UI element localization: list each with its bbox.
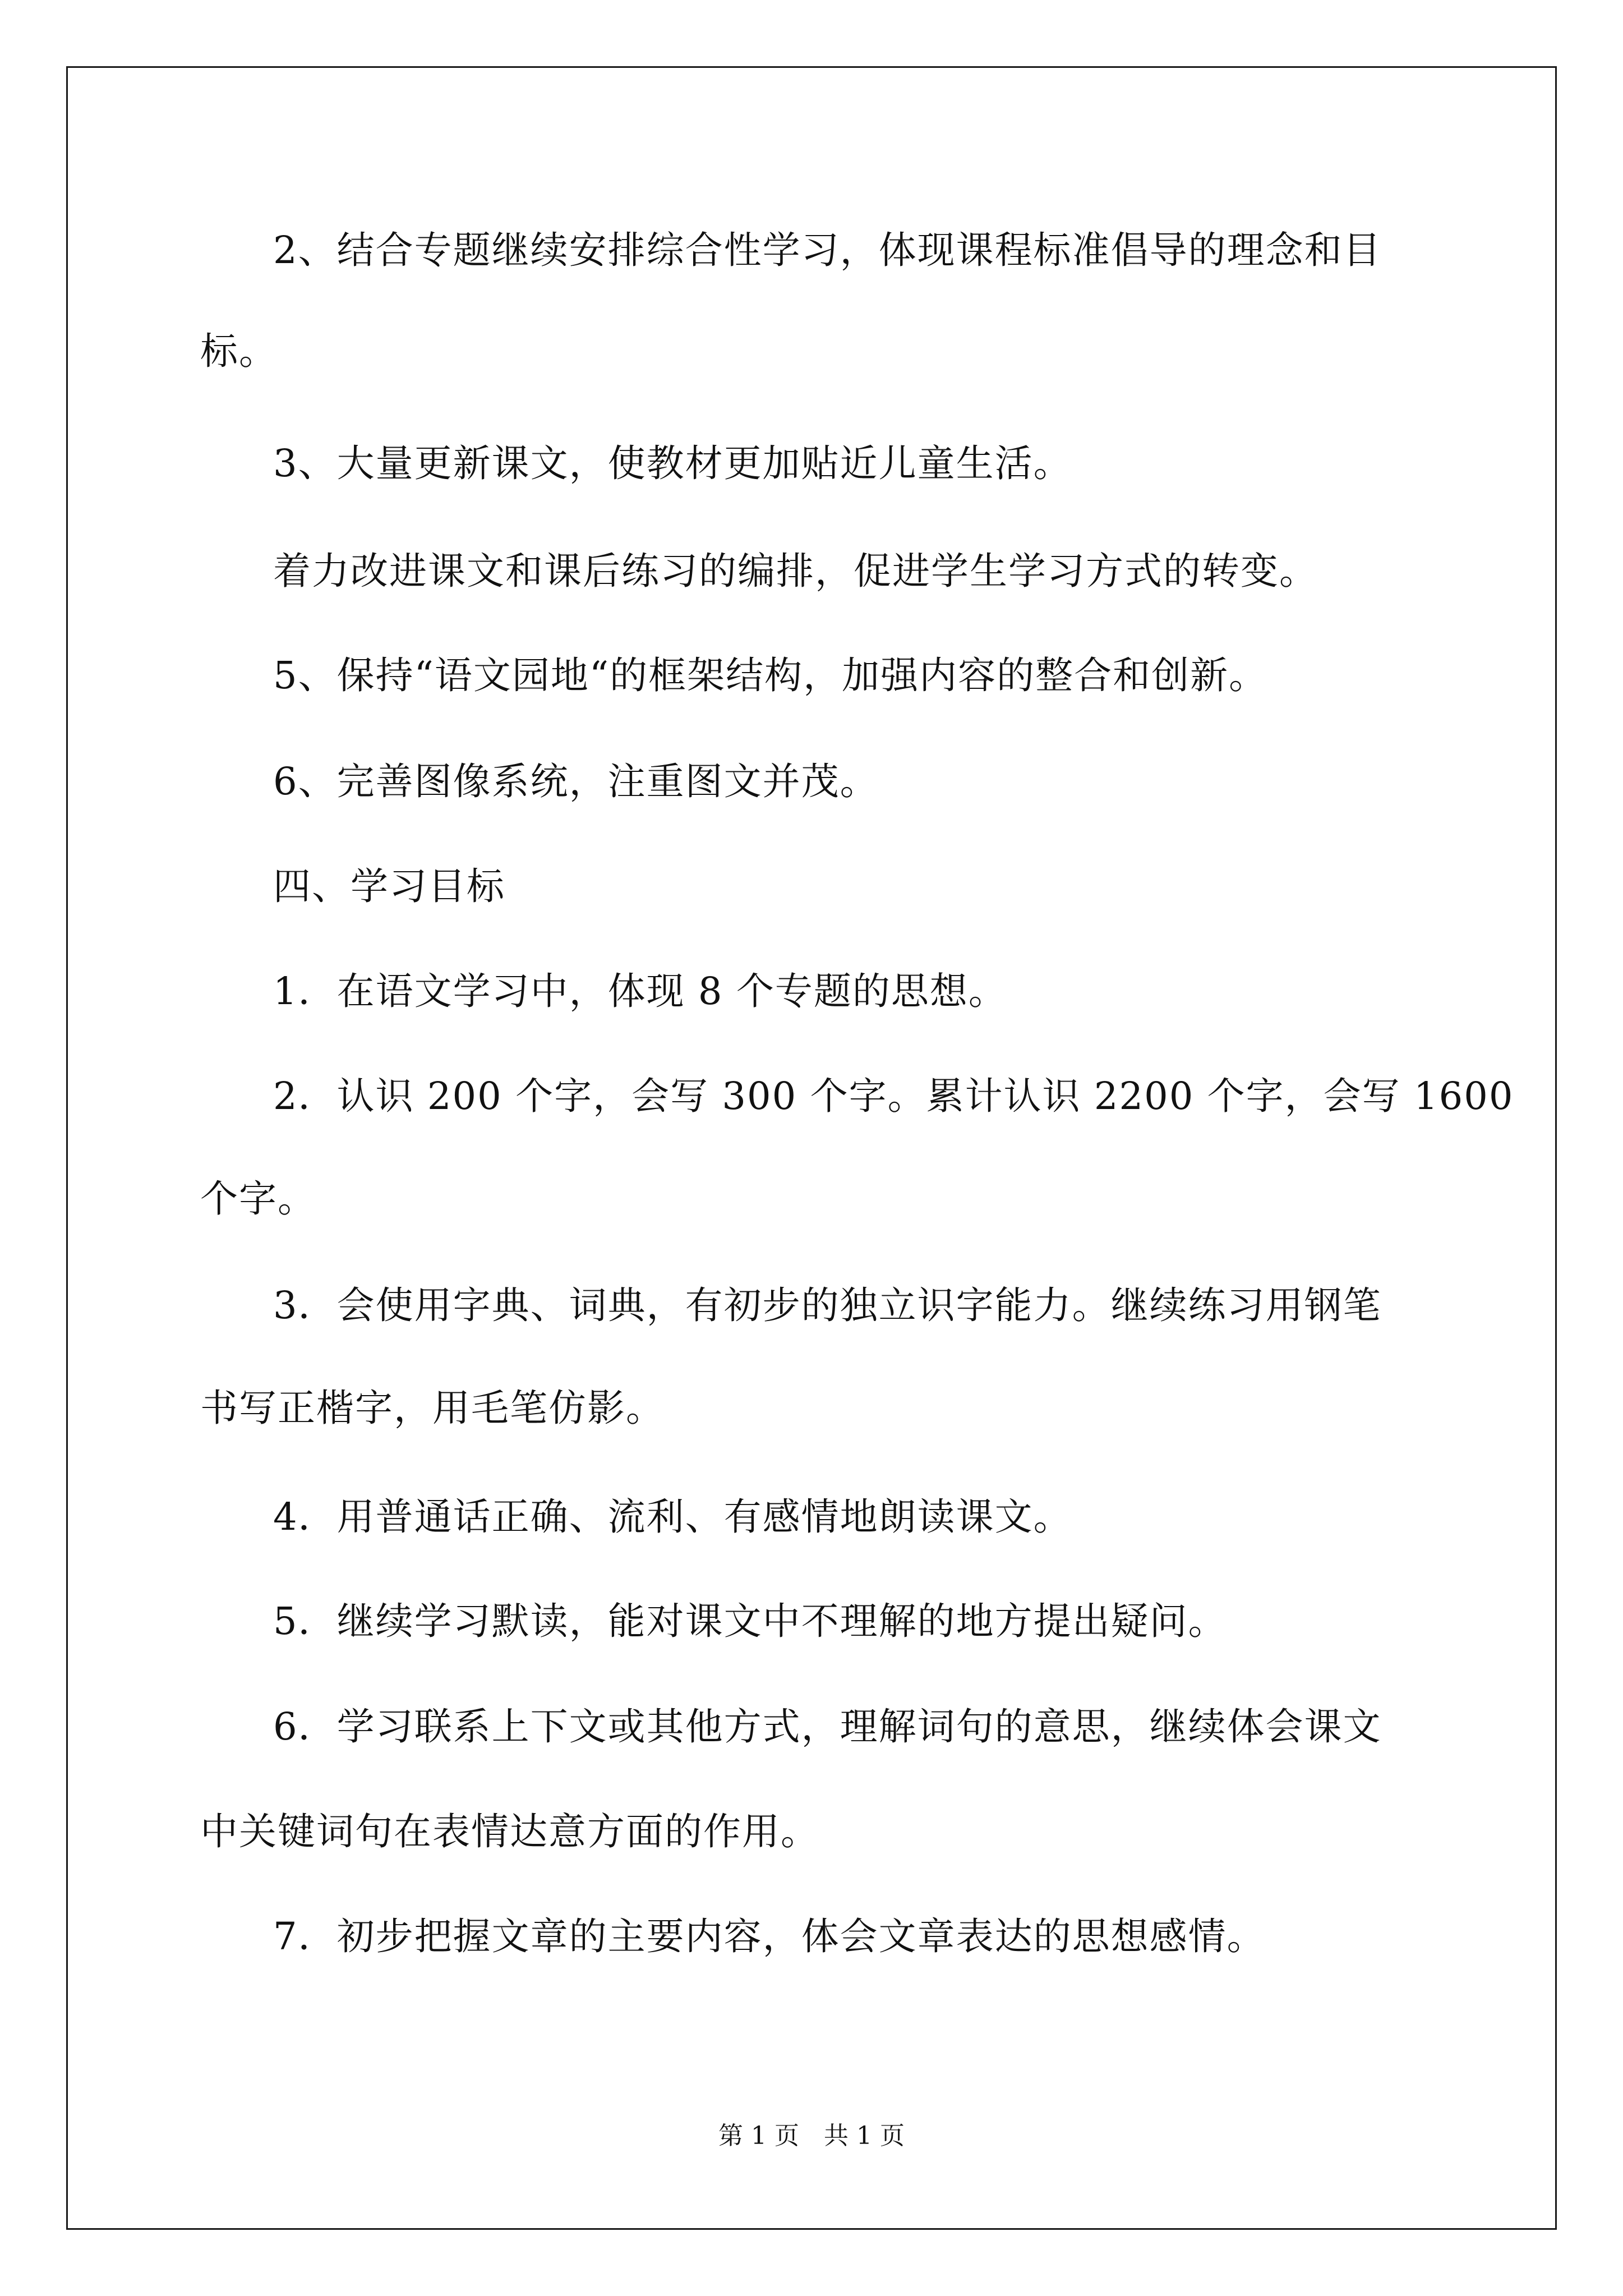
paragraph-line: 6．学习联系上下文或其他方式，理解词句的意思，继续体会课文: [273, 1705, 1382, 1749]
paragraph-line: 7．初步把握文章的主要内容，体会文章表达的思想感情。: [273, 1915, 1266, 1958]
paragraph-line: 标。: [200, 329, 278, 373]
paragraph-line: 着力改进课文和课后练习的编排，促进学生学习方式的转变。: [273, 549, 1318, 593]
paragraph-line: 6、完善图像系统，注重图文并茂。: [273, 760, 879, 803]
paragraph-line: 2、结合专题继续安排综合性学习，体现课程标准倡导的理念和目: [273, 228, 1382, 272]
paragraph-line: 4．用普通话正确、流利、有感情地朗读课文。: [273, 1495, 1072, 1539]
paragraph-line: 3、大量更新课文，使教材更加贴近儿童生活。: [273, 441, 1072, 485]
paragraph-line: 1．在语文学习中，体现 8 个专题的思想。: [273, 969, 1007, 1013]
paragraph-line: 2．认识 200 个字，会写 300 个字。累计认识 2200 个字，会写 1600: [273, 1074, 1514, 1118]
page-footer: 第 1 页 共 1 页: [718, 2122, 905, 2150]
section-heading: 四、学习目标: [273, 864, 505, 908]
paragraph-line: 5．继续学习默读，能对课文中不理解的地方提出疑问。: [273, 1599, 1227, 1643]
paragraph-line: 个字。: [200, 1177, 316, 1221]
page-border: [66, 66, 1557, 2230]
paragraph-line: 书写正楷字，用毛笔仿影。: [200, 1386, 665, 1430]
paragraph-line: 3．会使用字典、词典，有初步的独立识字能力。继续练习用钢笔: [273, 1283, 1382, 1327]
paragraph-line: 5、保持“语文园地“的框架结构，加强内容的整合和创新。: [273, 654, 1268, 697]
paragraph-line: 中关键词句在表情达意方面的作用。: [200, 1810, 819, 1853]
